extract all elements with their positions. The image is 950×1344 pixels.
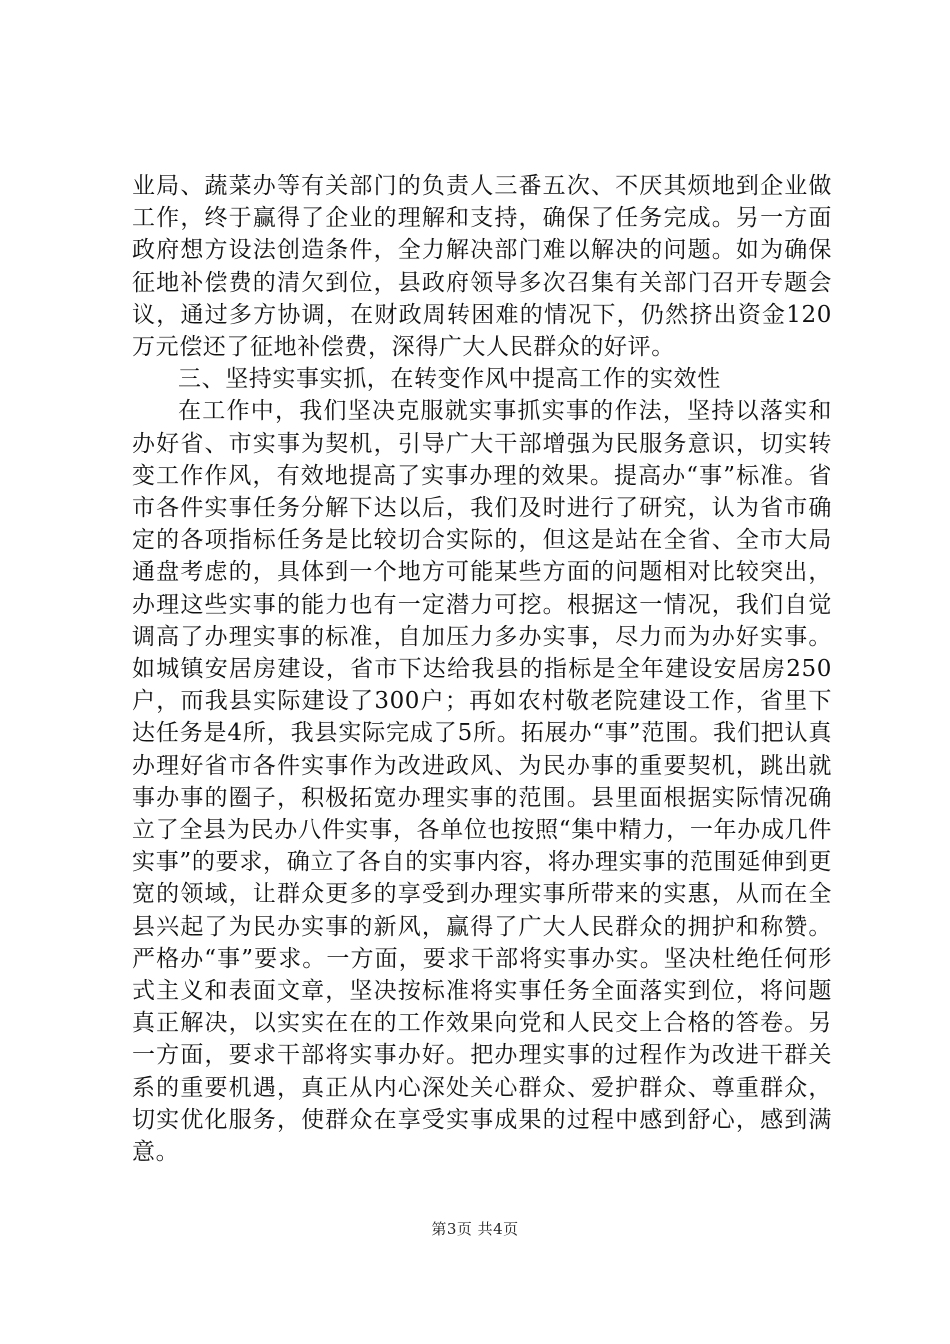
page-footer: 第3页 共4页 xyxy=(431,1220,519,1238)
section-heading: 三、坚持实事实抓，在转变作风中提高工作的实效性 xyxy=(178,366,721,393)
document-body xyxy=(132,170,832,1168)
paragraph-body: 在工作中，我们坚决克服就实事抓实事的作法，坚持以落实和办好省、市实事为契机，引导广大干部增强为民服务意识，切实转变工作作风，有效地提高了实事办理的效果。提高办“事”标准。省市各件实事任务分解下达以后，我们及时进行了研究，认为省市确定的各项指标任务是比较切合实际的，但这是站在全省、全市大局通盘考虑的，具体到一个地方可能某些方面的问题相对比较突出，办理这些实事的能力也有一定潜力可挖。根据这一情况，我们自觉调高了办理实事的标准，自加压力多办实事，尽力而为办好实事。如城镇安居房建设，省市下达给我县的指标是全年建设安居房250户，而我县实际建设了300户；再如农村敬老院建设工作，省里下达任务是4所，我县实际完成了5所。拓展办“事”范围。我们把认真办理好省市各件实事作为改进政风、为民办事的重要契机，跳出就事办事的圈子，积极拓宽办理实事的范围。县里面根据实际情况确立了全县为民办八件实事，各单位也按照“集中精力，一年办成几件实事”的要求，确立了各自的实事内容，将办理实事的范围延伸到更宽的领域，让群众更多的享受到办理实事所带来的实惠，从而在全县兴起了为民办实事的新风，赢得了广大人民群众的拥护和称赞。严格办“事”要求。一方面，要求干部将实事办实。坚决杜绝任何形式主义和表面文章，坚决按标准将实事任务全面落实到位，将问题真正解决，以实实在在的工作效果向党和人民交上合格的答卷。另一方面，要求干部将实事办好。把办理实事的过程作为改进干群关系的重要机遇，真正从内心深处关心群众、爱护群众、尊重群众，切实优化服务，使群众在享受实事成果的过程中感到舒心，感到满意。 xyxy=(132,398,832,1166)
paragraph-continuation: 业局、蔬菜办等有关部门的负责人三番五次、不厌其烦地到企业做工作，终于赢得了企业的理解和支持，确保了任务完成。另一方面政府想方设法创造条件，全力解决部门难以解决的问题。如为确保征地补偿费的清欠到位，县政府领导多次召集有关部门召开专题会议，通过多方协调，在财政周转困难的情况下，仍然挤出资金120万元偿还了征地补偿费，深得广大人民群众的好评。 xyxy=(132,173,832,361)
